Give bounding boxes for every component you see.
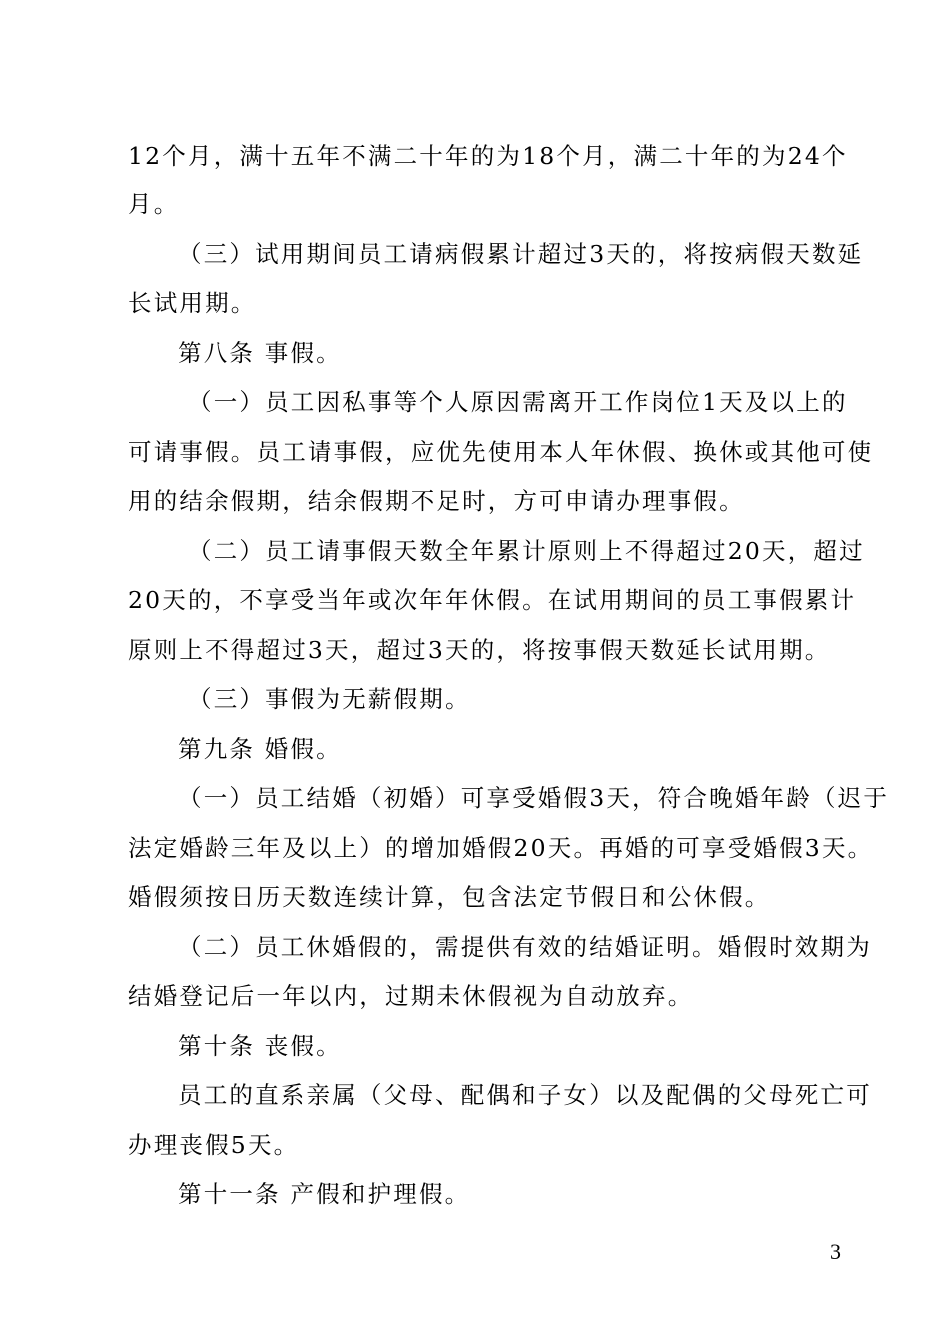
text-line-4: 长试用期。 [128,289,257,317]
text-line-18: 结婚登记后一年以内，过期未休假视为自动放弃。 [128,982,694,1010]
text-line-17: （二）员工休婚假的，需提供有效的结婚证明。婚假时效期为 [178,933,872,961]
text-line-21: 办理丧假5天。 [128,1131,300,1159]
text-line-8: 用的结余假期，结余假期不足时，方可申请办理事假。 [128,487,745,515]
text-line-12: （三）事假为无薪假期。 [188,685,471,713]
article-11-heading: 第十一条 产假和护理假。 [178,1180,471,1208]
text-line-2: 月。 [128,190,180,218]
text-line-10: 20天的，不享受当年或次年年休假。在试用期间的员工事假累计 [128,586,857,614]
text-line-9: （二）员工请事假天数全年累计原则上不得超过20天，超过 [188,537,865,565]
article-10-heading: 第十条 丧假。 [178,1032,342,1060]
text-line-7: 可请事假。员工请事假，应优先使用本人年休假、换休或其他可使 [128,438,874,466]
text-line-20: 员工的直系亲属（父母、配偶和子女）以及配偶的父母死亡可 [178,1081,872,1109]
text-line-14: （一）员工结婚（初婚）可享受婚假3天，符合晚婚年龄（迟于 [178,784,890,812]
article-8-heading: 第八条 事假。 [178,339,342,367]
text-line-16: 婚假须按日历天数连续计算，包含法定节假日和公休假。 [128,883,771,911]
text-line-3: （三）试用期间员工请病假累计超过3天的，将按病假天数延 [178,240,864,268]
text-line-1: 12个月，满十五年不满二十年的为18个月，满二十年的为24个 [128,142,848,170]
text-line-11: 原则上不得超过3天，超过3天的，将按事假天数延长试用期。 [128,636,831,664]
page-number: 3 [830,1239,841,1264]
text-line-6: （一）员工因私事等个人原因需离开工作岗位1天及以上的 [188,388,848,416]
article-9-heading: 第九条 婚假。 [178,735,342,763]
text-line-15: 法定婚龄三年及以上）的增加婚假20天。再婚的可享受婚假3天。 [128,834,874,862]
